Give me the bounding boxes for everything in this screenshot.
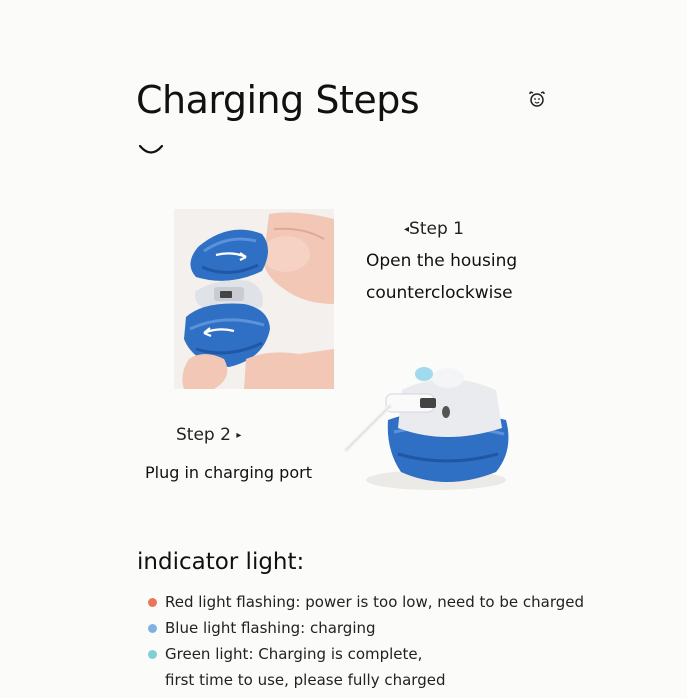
step2-label — [176, 425, 241, 445]
indicator-heading: indicator light: — [137, 549, 305, 575]
indicator-item-blue — [148, 615, 584, 641]
smile-icon — [138, 143, 164, 157]
indicator-continuation: first time to use, please fully charged — [165, 671, 446, 689]
step1-label — [404, 219, 464, 239]
step2-description: Plug in charging port — [145, 463, 312, 482]
page-title: Charging Steps — [136, 78, 420, 122]
red-dot-icon — [148, 598, 157, 607]
indicator-item-text: Green light: Charging is complete, — [165, 645, 423, 663]
paw-face-icon — [527, 90, 547, 108]
step1-photo — [174, 209, 334, 389]
blue-dot-icon — [148, 624, 157, 633]
indicator-list — [148, 589, 584, 693]
right-arrow-icon: ▸ — [236, 430, 242, 441]
step1-description: Open the housing counterclockwise — [366, 251, 518, 303]
indicator-item-text: Red light flashing: power is too low, need to be charged — [165, 593, 585, 611]
indicator-item-text: Blue light flashing: charging — [165, 619, 376, 637]
left-arrow-icon: ◂ — [404, 224, 410, 235]
indicator-item-green — [148, 641, 584, 667]
step2-label-text: Step 2 — [176, 425, 231, 445]
step2-photo — [336, 350, 536, 500]
step1-label-text: Step 1 — [409, 219, 464, 239]
indicator-item-red — [148, 589, 584, 615]
green-dot-icon — [148, 650, 157, 659]
